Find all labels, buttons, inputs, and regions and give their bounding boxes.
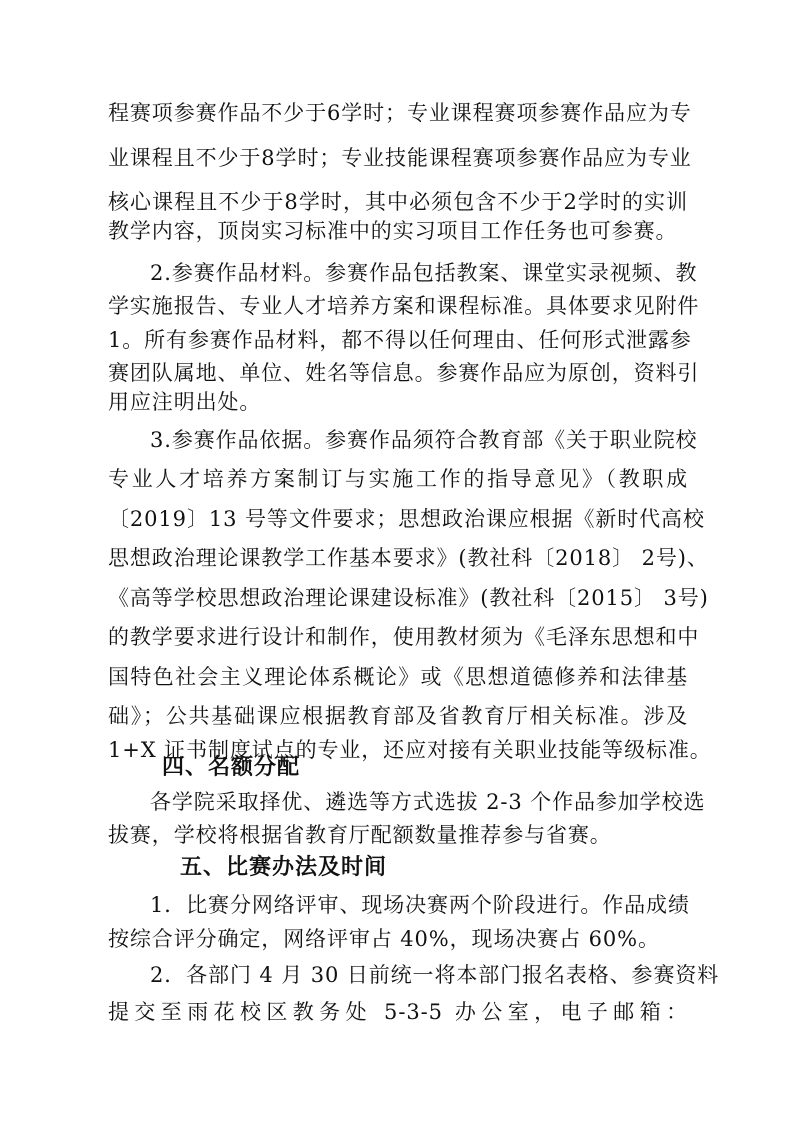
section-heading-method: 五、比赛办法及时间 — [180, 855, 388, 880]
body-text-line: 程赛项参赛作品不少于6学时；专业课程赛项参赛作品应为专 — [108, 101, 692, 125]
body-text-line: 的教学要求进行设计和制作，使用教材须为《毛泽东思想和中 — [108, 625, 700, 649]
body-text-line: 专业人才培养方案制订与实施工作的指导意见》（教职成 — [108, 467, 688, 491]
body-text-line: 国特色社会主义理论体系概论》或《思想道德修养和法律基 — [108, 665, 688, 689]
body-text-line: 用应注明出处。 — [108, 390, 262, 414]
body-text-line: 拔赛，学校将根据省教育厅配额数量推荐参与省赛。 — [108, 823, 612, 847]
body-text-line: 教学内容，顶岗实习标准中的实习项目工作任务也可参赛。 — [108, 219, 678, 243]
paragraph-first-line: 各学院采取择优、遴选等方式选拔 2-3 个作品参加学校选 — [150, 790, 706, 814]
paragraph-first-line: 2.参赛作品材料。参赛作品包括教案、课堂实录视频、教 — [150, 261, 698, 285]
body-text-line: 提交至雨花校区教务处 5-3-5 办公室，电子邮箱： — [108, 1000, 688, 1024]
body-text-line: 按综合评分确定，网络评审占 40%，现场决赛占 60%。 — [108, 927, 660, 951]
section-heading-quota: 四、名额分配 — [162, 755, 301, 780]
body-text-line: 业课程且不少于8学时；专业技能课程赛项参赛作品应为专业 — [108, 146, 692, 170]
body-text-line: 学实施报告、专业人才培养方案和课程标准。具体要求见附件 — [108, 294, 700, 318]
body-text-line: 赛团队属地、单位、姓名等信息。参赛作品应为原创，资料引 — [108, 361, 700, 385]
paragraph-first-line: 2．各部门 4 月 30 日前统一将本部门报名表格、参赛资料 — [150, 963, 720, 987]
body-text-line: 1。所有参赛作品材料，都不得以任何理由、任何形式泄露参 — [108, 328, 692, 352]
body-text-line: 思想政治理论课教学工作基本要求》(教社科〔2018〕 2号)、 — [108, 546, 709, 570]
body-text-line: 〔2019〕13 号等文件要求；思想政治课应根据《新时代高校 — [108, 507, 705, 531]
body-text-line: 《高等学校思想政治理论课建设标准》(教社科〔2015〕 3号) — [108, 586, 709, 610]
body-text-line: 1+X 证书制度试点的专业，还应对接有关职业技能等级标准。 — [108, 738, 712, 762]
paragraph-first-line: 3.参赛作品依据。参赛作品须符合教育部《关于职业院校 — [150, 428, 698, 452]
body-text-line: 础》；公共基础课应根据教育部及省教育厅相关标准。涉及 — [108, 704, 688, 728]
body-text-line: 核心课程且不少于8学时，其中必须包含不少于2学时的实训 — [108, 190, 688, 214]
paragraph-first-line: 1．比赛分网络评审、现场决赛两个阶段进行。作品成绩 — [150, 893, 690, 917]
